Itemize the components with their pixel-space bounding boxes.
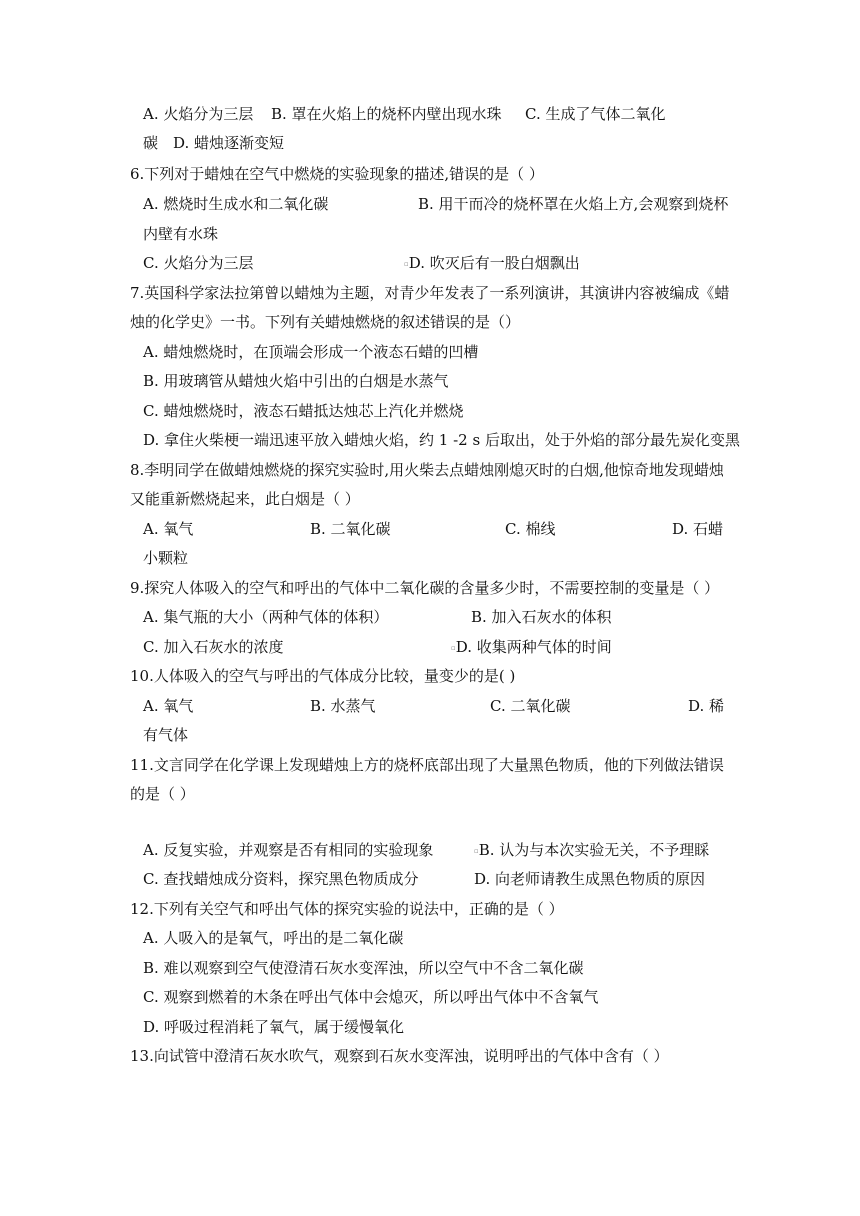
small-mark: ▫ — [404, 260, 409, 268]
q8-option-d-continued: 小颗粒 — [143, 549, 189, 567]
q8-option-d: D. 石蜡 — [672, 520, 724, 538]
q11-option-c: C. 查找蜡烛成分资料，探究黑色物质成分 — [143, 870, 419, 888]
q8-option-b: B. 二氧化碳 — [310, 520, 391, 538]
q10-option-b: B. 水蒸气 — [310, 697, 376, 715]
q7-stem-line2: 烛的化学史》一书。下列有关蜡烛燃烧的叙述错误的是（） — [130, 313, 521, 331]
q6-option-b: B. 用干而冷的烧杯罩在火焰上方,会观察到烧杯 — [418, 195, 729, 213]
q8-option-a: A. 氧气 — [143, 520, 194, 538]
q10-stem: 10.人体吸入的空气与呼出的气体成分比较，量变少的是( ) — [130, 667, 516, 685]
q11-option-b: B. 认为与本次实验无关，不予理睬 — [478, 841, 710, 859]
q5-option-c: C. 生成了气体二氧化 — [525, 105, 666, 123]
q7-option-a: A. 蜡烛燃烧时，在顶端会形成一个液态石蜡的凹槽 — [143, 343, 479, 361]
small-mark: ▫ — [474, 847, 479, 855]
q12-stem: 12.下列有关空气和呼出气体的探究实验的说法中，正确的是（ ） — [130, 900, 564, 918]
q11-stem-line1: 11.文言同学在化学课上发现蜡烛上方的烧杯底部出现了大量黑色物质，他的下列做法错误 — [130, 756, 724, 774]
q6-option-a: A. 燃烧时生成水和二氧化碳 — [143, 195, 329, 213]
q10-option-c: C. 二氧化碳 — [490, 697, 571, 715]
q9-option-b: B. 加入石灰水的体积 — [471, 608, 612, 626]
q10-option-d: D. 稀 — [688, 697, 725, 715]
q9-option-d: D. 收集两种气体的时间 — [455, 638, 612, 656]
q7-option-d: D. 拿住火柴梗一端迅速平放入蜡烛火焰，约 1 -2 s 后取出，处于外焰的部分最先炭化变黑 — [143, 431, 740, 449]
q11-stem-line2: 的是（ ） — [130, 785, 195, 803]
q6-option-d-row — [404, 253, 580, 274]
q5-option-a: A. 火焰分为三层 — [143, 105, 254, 123]
q5-option-b: B. 罩在火焰上的烧杯内壁出现水珠 — [271, 105, 502, 123]
q5-option-c-continued: 碳 — [143, 134, 159, 152]
q6-option-b-continued: 内壁有水珠 — [143, 225, 219, 243]
q9-option-c: C. 加入石灰水的浓度 — [143, 638, 284, 656]
q5-option-d: D. 蜡烛逐渐变短 — [173, 134, 285, 152]
q11-option-d: D. 向老师请教生成黑色物质的原因 — [474, 870, 706, 888]
q7-option-c: C. 蜡烛燃烧时，液态石蜡抵达烛芯上汽化并燃烧 — [143, 402, 464, 420]
q9-option-d-row — [451, 637, 612, 658]
q12-option-a: A. 人吸入的是氧气，呼出的是二氧化碳 — [143, 929, 404, 947]
q12-option-b: B. 难以观察到空气使澄清石灰水变浑浊，所以空气中不含二氧化碳 — [143, 959, 584, 977]
q7-option-b: B. 用玻璃管从蜡烛火焰中引出的白烟是水蒸气 — [143, 372, 449, 390]
q11-option-b-row — [474, 840, 709, 861]
q10-option-a: A. 氧气 — [143, 697, 194, 715]
q13-stem: 13.向试管中澄清石灰水吹气，观察到石灰水变浑浊，说明呼出的气体中含有（ ） — [130, 1047, 669, 1065]
q6-option-c: C. 火焰分为三层 — [143, 254, 254, 272]
q8-option-c: C. 棉线 — [505, 520, 556, 538]
q9-stem: 9.探究人体吸入的空气和呼出的气体中二氧化碳的含量多少时，不需要控制的变量是（ ） — [130, 579, 720, 597]
q12-option-c: C. 观察到燃着的木条在呼出气体中会熄灭，所以呼出气体中不含氧气 — [143, 988, 599, 1006]
small-mark: ▫ — [451, 644, 456, 652]
q6-stem: 6.下列对于蜡烛在空气中燃烧的实验现象的描述,错误的是（ ） — [130, 165, 544, 183]
q9-option-a: A. 集气瓶的大小（两种气体的体积） — [143, 608, 389, 626]
q6-option-d: D. 吹灭后有一股白烟飘出 — [408, 254, 580, 272]
q8-stem-line1: 8.李明同学在做蜡烛燃烧的探究实验时,用火柴去点蜡烛刚熄灭时的白烟,他惊奇地发现蜡烛 — [130, 461, 724, 479]
q11-option-a: A. 反复实验，并观察是否有相同的实验现象 — [143, 841, 434, 859]
q10-option-d-continued: 有气体 — [143, 726, 189, 744]
q12-option-d: D. 呼吸过程消耗了氧气，属于缓慢氧化 — [143, 1018, 405, 1036]
q7-stem-line1: 7.英国科学家法拉第曾以蜡烛为主题，对青少年发表了一系列演讲，其演讲内容被编成《蜡 — [130, 284, 730, 302]
q8-stem-line2: 又能重新燃烧起来，此白烟是（ ） — [130, 490, 360, 508]
